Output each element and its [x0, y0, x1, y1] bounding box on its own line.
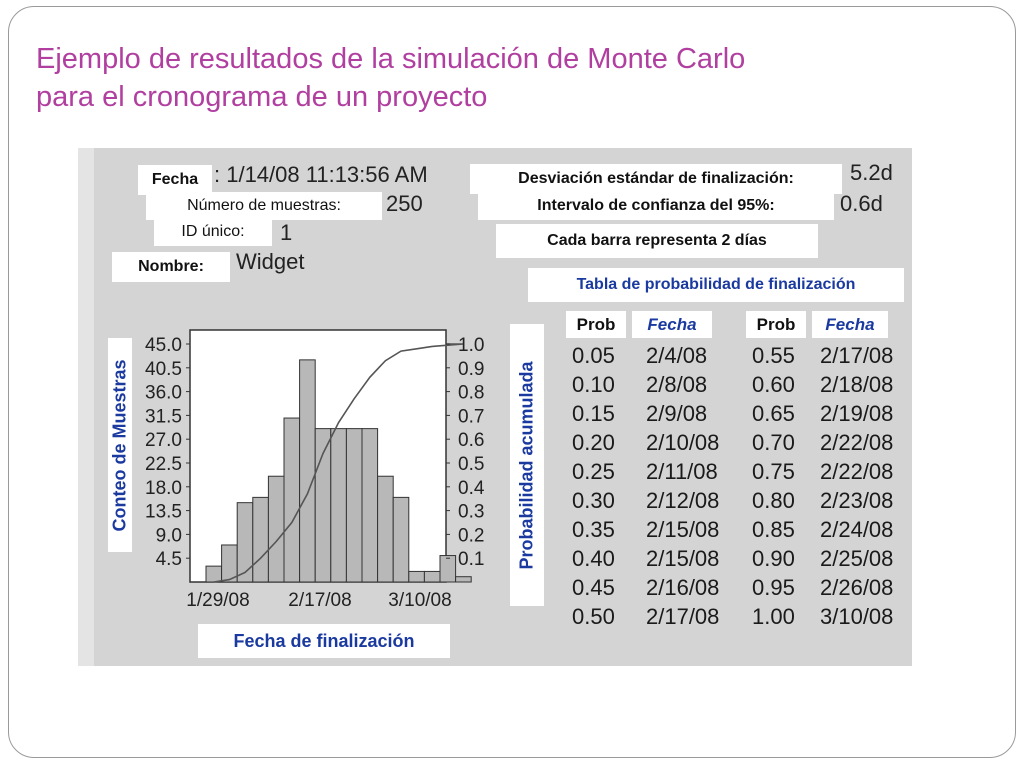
table-cell-fecha: 2/11/08 [646, 459, 718, 484]
table-header-fecha-1: Fecha [632, 311, 712, 339]
y2-tick-label: 0.8 [458, 382, 485, 404]
fecha-label: Fecha [138, 165, 212, 195]
y2-tick-label: 0.9 [458, 358, 485, 380]
table-cell-prob: 0.35 [572, 517, 615, 542]
muestras-value: 250 [386, 191, 423, 216]
title-line-2: para el cronograma de un proyecto [36, 81, 488, 113]
table-header-fecha-2: Fecha [812, 311, 888, 339]
table-cell-fecha: 2/19/08 [820, 401, 894, 426]
table-cell-prob: 1.00 [752, 604, 795, 629]
nombre-value: Widget [236, 249, 305, 274]
table-cell-fecha: 3/10/08 [820, 604, 894, 629]
y2-axis-label: Probabilidad acumulada [516, 360, 537, 570]
table-cell-fecha: 2/9/08 [646, 401, 708, 426]
table-cell-prob: 0.90 [752, 546, 795, 571]
table-cell-fecha: 2/10/08 [646, 430, 720, 455]
x-tick-label: 2/17/08 [288, 590, 352, 611]
x-axis-label: Fecha de finalización [198, 624, 450, 658]
y-tick-label: 4.5 [155, 549, 182, 571]
y-axis-label-box [108, 338, 132, 552]
id-label: ID único: [154, 218, 272, 246]
tabla-title: Tabla de probabilidad de finalización [528, 268, 904, 302]
intervalo-value: 0.6d [840, 191, 883, 216]
table-cell-fecha: 2/23/08 [820, 488, 894, 513]
table-cell-fecha: 2/15/08 [646, 517, 720, 542]
y2-tick-label: 0.6 [458, 430, 485, 452]
table-cell-prob: 0.65 [752, 401, 795, 426]
table-cell-fecha: 2/18/08 [820, 372, 894, 397]
table-cell-prob: 0.60 [752, 372, 795, 397]
table-cell-prob: 0.25 [572, 459, 615, 484]
desviacion-value: 5.2d [850, 160, 893, 185]
table-cell-fecha: 2/25/08 [820, 546, 894, 571]
y2-tick-label: 1.0 [458, 335, 485, 356]
y2-tick-label: 0.3 [458, 501, 485, 523]
y2-tick-label: 0.5 [458, 454, 485, 475]
table-cell-fecha: 2/8/08 [646, 372, 708, 397]
y-tick-label: 9.0 [155, 525, 182, 547]
table-cell-prob: 0.70 [752, 430, 795, 455]
table-cell-fecha: 2/12/08 [646, 488, 720, 513]
y-tick-label: 27.0 [145, 430, 182, 452]
table-cell-prob: 0.45 [572, 575, 615, 600]
fecha-value: : 1/14/08 11:13:56 AM [214, 162, 428, 187]
y2-tick-label: 0.1 [458, 549, 485, 571]
y2-axis-label-box [510, 324, 544, 606]
table-cell-prob: 0.20 [572, 430, 615, 455]
table-cell-fecha: 2/22/08 [820, 430, 894, 455]
table-cell-prob: 0.50 [572, 604, 615, 629]
slide-title [36, 40, 916, 116]
table-cell-prob: 0.75 [752, 459, 795, 484]
y-tick-label: 13.5 [145, 501, 182, 523]
table-cell-fecha: 2/15/08 [646, 546, 720, 571]
table-cell-fecha: 2/17/08 [646, 604, 720, 629]
y-tick-label: 31.5 [145, 406, 182, 428]
table-cell-fecha: 2/26/08 [820, 575, 894, 600]
table-header-prob-2: Prob [746, 311, 806, 339]
y2-tick-label: 0.2 [458, 525, 485, 547]
table-cell-prob: 0.40 [572, 546, 615, 571]
desviacion-label: Desviación estándar de finalización: [470, 164, 842, 194]
y2-tick-label: 0.4 [458, 477, 485, 499]
intervalo-label: Intervalo de confianza del 95%: [478, 192, 834, 220]
table-cell-prob: 0.85 [752, 517, 795, 542]
panel-shade [78, 148, 94, 666]
table-cell-prob: 0.30 [572, 488, 615, 513]
table-cell-fecha: 2/17/08 [820, 343, 894, 368]
y-tick-label: 40.5 [145, 358, 182, 380]
table-cell-fecha: 2/16/08 [646, 575, 720, 600]
id-value: 1 [280, 220, 293, 245]
y-tick-label: 18.0 [145, 477, 182, 499]
table-cell-fecha: 2/24/08 [820, 517, 894, 542]
table-cell-fecha: 2/4/08 [646, 343, 708, 368]
table-cell-prob: 0.05 [572, 343, 615, 368]
table-cell-prob: 0.55 [752, 343, 795, 368]
table-cell-prob: 0.95 [752, 575, 795, 600]
table-cell-prob: 0.10 [572, 372, 615, 397]
table-cell-prob: 0.15 [572, 401, 615, 426]
y-tick-label: 45.0 [145, 335, 182, 356]
table-cell-prob: 0.80 [752, 488, 795, 513]
title-line-1: Ejemplo de resultados de la simulación de Monte Carlo [36, 43, 746, 75]
y-axis-label: Conteo de Muestras [109, 358, 130, 532]
table-cell-fecha: 2/22/08 [820, 459, 894, 484]
y2-tick-label: 0.7 [458, 406, 485, 428]
y-tick-label: 22.5 [145, 454, 182, 475]
barra-label: Cada barra representa 2 días [496, 224, 818, 258]
y-tick-label: 36.0 [145, 382, 182, 404]
x-tick-label: 1/29/08 [186, 590, 250, 611]
table-header-prob-1: Prob [566, 311, 626, 339]
nombre-label: Nombre: [112, 252, 230, 282]
muestras-label: Número de muestras: [146, 192, 382, 220]
x-tick-label: 3/10/08 [388, 590, 452, 611]
